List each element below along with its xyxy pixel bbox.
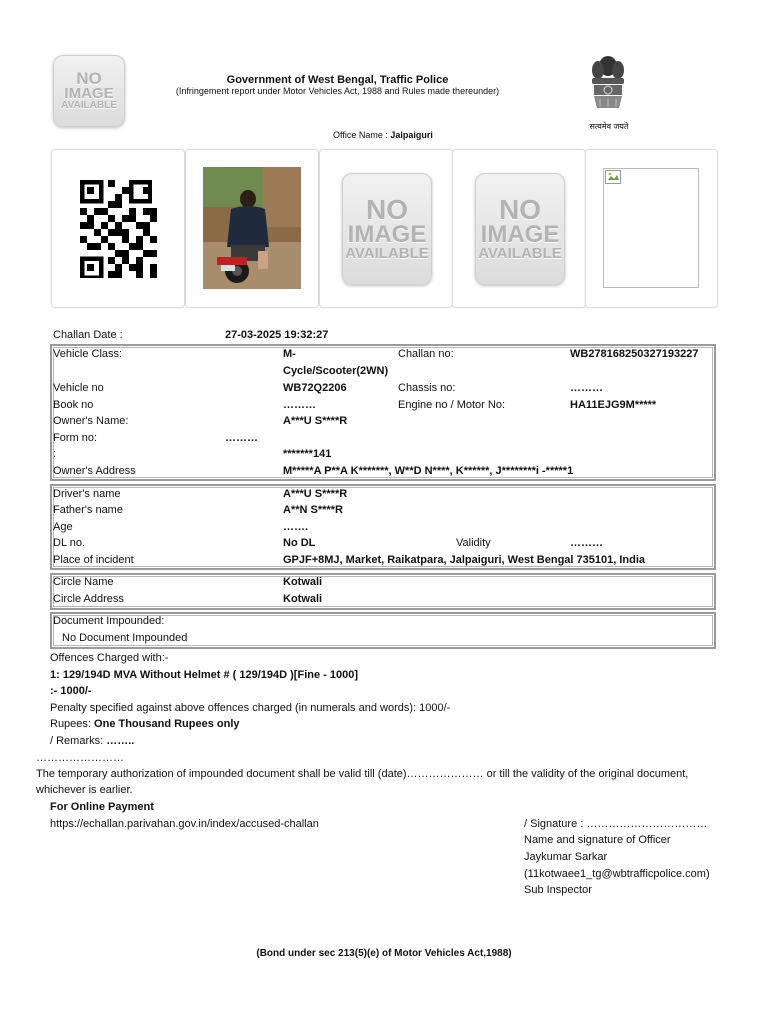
officer-name-signature-label: Name and signature of Officer	[524, 834, 671, 846]
page-subtitle: (Infringement report under Motor Vehicles Act, 1988 and Rules made thereunder)	[175, 86, 500, 96]
no-image-text-image: IMAGE	[480, 220, 560, 248]
online-payment-link[interactable]: https://echallan.parivahan.gov.in/index/accused-challan	[50, 818, 319, 830]
circle-details-box	[50, 573, 716, 610]
offence-fine-line: :- 1000/-	[50, 685, 92, 697]
chassis-no-label: Chassis no:	[398, 382, 456, 394]
place-of-incident-value: GPJF+8MJ, Market, Raikatpara, Jalpaiguri, West Bengal 735101, India	[283, 554, 646, 566]
photo-card-5	[585, 149, 718, 308]
vehicle-no-value: WB72Q2206	[283, 382, 347, 394]
no-image-text-available: AVAILABLE	[345, 244, 429, 262]
logo-text-no: NO	[76, 69, 102, 89]
logo-text-image: IMAGE	[64, 85, 114, 103]
page-title: Government of West Bengal, Traffic Police	[226, 74, 449, 86]
engine-no-label: Engine no / Motor No:	[398, 399, 506, 411]
offence-line-1: 1: 129/194D MVA Without Helmet # ( 129/194D )[Fine - 1000]	[50, 669, 358, 681]
driver-name-value: A***U S****R	[283, 488, 348, 500]
rupees-value: One Thousand Rupees only	[94, 718, 240, 730]
rupees-label: Rupees:	[50, 718, 91, 730]
no-image-text-image: IMAGE	[347, 220, 427, 248]
emblem-icon	[586, 52, 630, 118]
document-impounded-label: Document Impounded:	[53, 615, 165, 627]
dotted-separator: ……………………	[36, 752, 124, 764]
vehicle-class-value-line1: M-	[283, 348, 296, 360]
no-image-placeholder-1	[342, 173, 432, 285]
remarks-line	[50, 735, 134, 747]
chassis-no-value: ………	[570, 382, 603, 394]
driver-name-label: Driver's name	[53, 488, 121, 500]
circle-address-label: Circle Address	[53, 593, 124, 605]
book-no-value: ………	[283, 399, 316, 411]
vehicle-photo-card	[185, 149, 319, 308]
document-impounded-value: No Document Impounded	[62, 632, 188, 644]
header-logo-placeholder	[53, 55, 125, 127]
bond-footer: (Bond under sec 213(5)(e) of Motor Vehicles Act,1988)	[256, 948, 512, 959]
validity-label: Validity	[456, 537, 491, 549]
office-label: Office Name :	[333, 130, 388, 140]
state-emblem	[586, 52, 630, 118]
form-no-value: ………	[225, 432, 258, 444]
qr-code-icon	[80, 180, 157, 278]
no-image-text-no: NO	[499, 194, 541, 226]
vehicle-no-label: Vehicle no	[53, 382, 104, 394]
challan-no-label: Challan no:	[398, 348, 454, 360]
offences-heading: Offences Charged with:-	[50, 652, 169, 664]
challan-no-value: WB278168250327193227	[570, 348, 699, 360]
officer-id: (11kotwaee1_tg@wbtrafficpolice.com)	[524, 868, 710, 880]
qr-card	[51, 149, 185, 308]
dl-no-value: No DL	[283, 537, 316, 549]
officer-name: Jaykumar Sarkar	[524, 851, 608, 863]
remarks-value: ……..	[106, 735, 135, 747]
temporary-authorization-text-2: whichever is earlier.	[36, 784, 133, 796]
unnamed-field-value: *******141	[283, 448, 332, 460]
form-no-label: Form no:	[53, 432, 98, 444]
rupees-line	[50, 718, 240, 730]
circle-address-value: Kotwali	[283, 593, 323, 605]
father-name-label: Father's name	[53, 504, 123, 516]
vehicle-class-label: Vehicle Class:	[53, 348, 123, 360]
circle-name-label: Circle Name	[53, 576, 114, 588]
engine-no-value: HA11EJG9M*****	[570, 399, 657, 411]
photo-card-4	[452, 149, 586, 308]
online-payment-heading: For Online Payment	[50, 801, 154, 813]
emblem-caption: सत्यमेव जयते	[589, 122, 629, 131]
office-value: Jalpaiguri	[390, 130, 433, 140]
challan-date-value: 27-03-2025 19:32:27	[225, 329, 329, 341]
officer-rank: Sub Inspector	[524, 884, 592, 896]
remarks-label: / Remarks:	[50, 735, 104, 747]
place-of-incident-label: Place of incident	[53, 554, 134, 566]
no-image-text-no: NO	[366, 194, 408, 226]
owner-address-label: Owner's Address	[53, 465, 136, 477]
no-image-placeholder-2	[475, 173, 565, 285]
challan-date-label: Challan Date :	[53, 329, 123, 341]
logo-text-available: AVAILABLE	[61, 100, 117, 112]
age-label: Age	[53, 521, 73, 533]
validity-value: ………	[570, 537, 603, 549]
dl-no-label: DL no.	[53, 537, 86, 549]
owner-name-label: Owner's Name:	[53, 415, 129, 427]
unnamed-field-label: :	[53, 448, 57, 460]
father-name-value: A**N S****R	[283, 504, 343, 516]
owner-address-value: M*****A P**A K*******, W**D N****, K******, J********i -*****1	[283, 465, 574, 477]
temporary-authorization-text-1: The temporary authorization of impounded document shall be valid till (date)………………… or till the validity of the original document,	[36, 768, 689, 780]
vehicle-photo	[203, 167, 301, 289]
book-no-label: Book no	[53, 399, 94, 411]
photo-card-3	[319, 149, 453, 308]
no-image-text-available: AVAILABLE	[478, 244, 562, 262]
office-name	[333, 130, 433, 140]
penalty-text: Penalty specified against above offences charged (in numerals and words): 1000/-	[50, 702, 451, 714]
age-value: …….	[283, 521, 309, 533]
broken-image-frame	[603, 168, 699, 288]
circle-name-value: Kotwali	[283, 576, 323, 588]
owner-name-value: A***U S****R	[283, 415, 348, 427]
broken-image-icon	[605, 170, 623, 186]
officer-signature: / Signature : ……………………………	[524, 818, 708, 830]
vehicle-class-value-line2: Cycle/Scooter(2WN)	[283, 365, 389, 377]
